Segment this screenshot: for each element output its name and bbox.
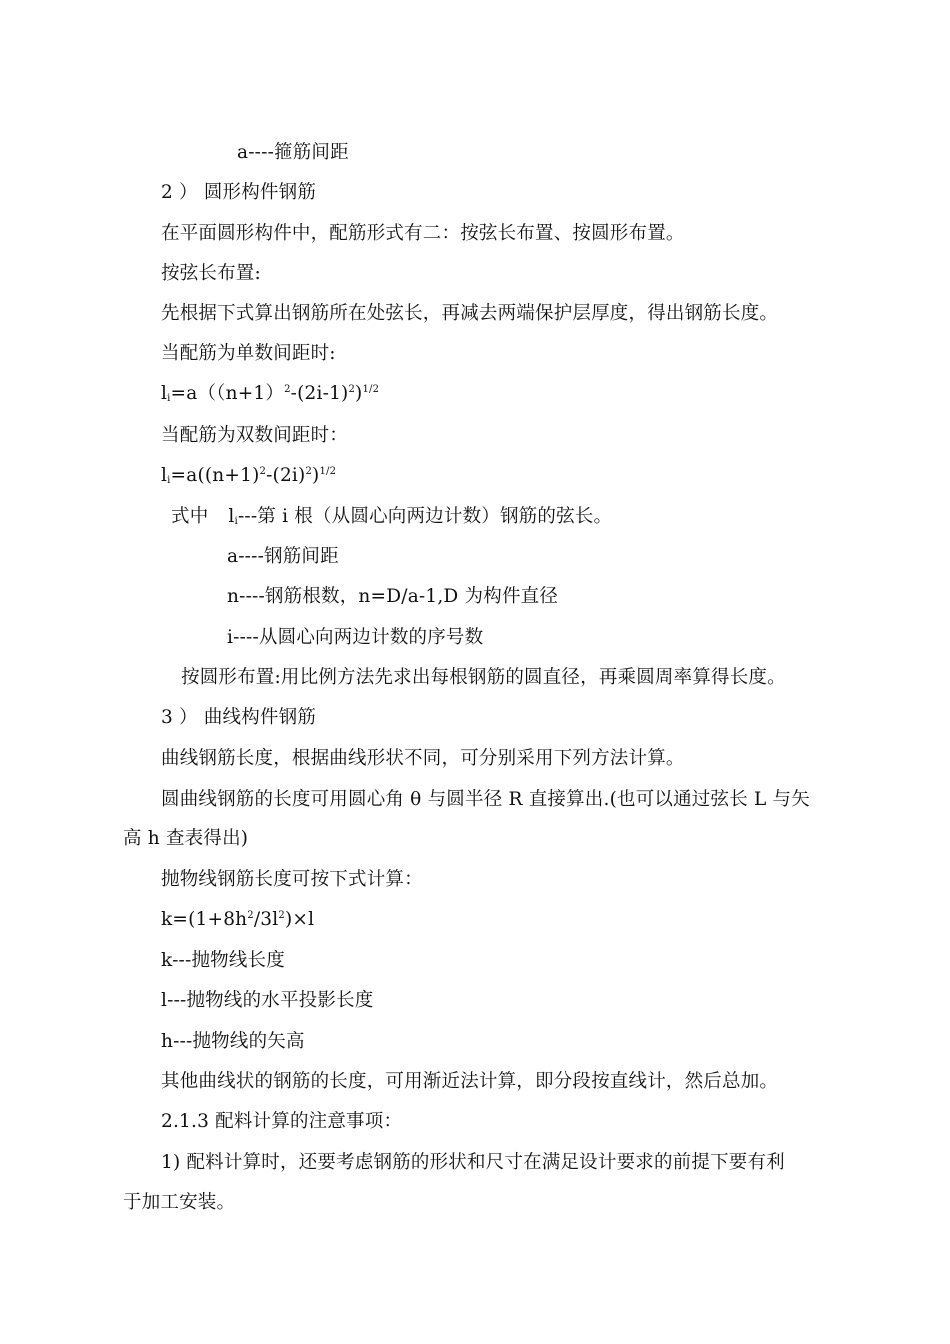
legend-l: l---抛物线的水平投影长度 — [161, 990, 374, 1011]
section-heading-notes: 2.1.3 配料计算的注意事项： — [161, 1111, 403, 1132]
legend-count: n----钢筋根数，n=D/a-1,D 为构件直径 — [227, 586, 559, 607]
paragraph-chord-method: 先根据下式算出钢筋所在处弦长，再减去两端保护层厚度，得出钢筋长度。 — [161, 303, 779, 324]
paragraph-note-1: 1) 配料计算时，还要考虑钢筋的形状和尺寸在满足设计要求的前提下要有利 — [161, 1152, 785, 1173]
legend-index: i----从圆心向两边计数的序号数 — [227, 627, 484, 648]
legend-h: h---抛物线的矢高 — [161, 1031, 305, 1052]
section-heading-curved: 3 ） 曲线构件钢筋 — [161, 707, 317, 728]
paragraph-curved-intro: 曲线钢筋长度，根据曲线形状不同，可分别采用下列方法计算。 — [161, 748, 685, 769]
section-heading-circular: 2 ） 圆形构件钢筋 — [161, 182, 317, 203]
stirrup-spacing-legend: a----箍筋间距 — [237, 142, 349, 163]
paragraph-parabola: 抛物线钢筋长度可按下式计算： — [161, 869, 423, 890]
paragraph-circle-layout: 按圆形布置:用比例方法先求出每根钢筋的圆直径，再乘圆周率算得长度。 — [181, 667, 786, 688]
paragraph-other-curves: 其他曲线状的钢筋的长度，可用渐近法计算，即分段按直线计，然后总加。 — [161, 1071, 779, 1092]
formula-even: $l_i=a((n+1)^2-(2i)^2)^{1/2}$ — [161, 465, 337, 486]
paragraph-even-spacing: 当配筋为双数间距时： — [161, 425, 349, 446]
formula-odd: $l_i=a((n+1)^2-(2i-1)^2)^{1/2}$ — [161, 383, 380, 404]
legend-chord: 式中 $l_i---$第 i 根（从圆心向两边计数）钢筋的弦长。 — [171, 506, 613, 527]
paragraph-circular-intro: 在平面圆形构件中，配筋形式有二：按弦长布置、按圆形布置。 — [161, 223, 685, 244]
paragraph-arc-length: 圆曲线钢筋的长度可用圆心角 θ 与圆半径 R 直接算出.(也可以通过弦长 L 与矢 — [161, 789, 810, 810]
legend-k: k---抛物线长度 — [161, 950, 285, 971]
paragraph-odd-spacing: 当配筋为单数间距时: — [161, 343, 336, 364]
paragraph-note-1-cont: 于加工安装。 — [123, 1192, 236, 1213]
paragraph-chord-layout: 按弦长布置: — [161, 263, 261, 284]
formula-parabola: $k=(1+8h^2/3l^2)\times l$ — [161, 909, 315, 930]
legend-spacing: a----钢筋间距 — [227, 546, 339, 567]
paragraph-arc-length-cont: 高 h 查表得出) — [123, 828, 249, 849]
